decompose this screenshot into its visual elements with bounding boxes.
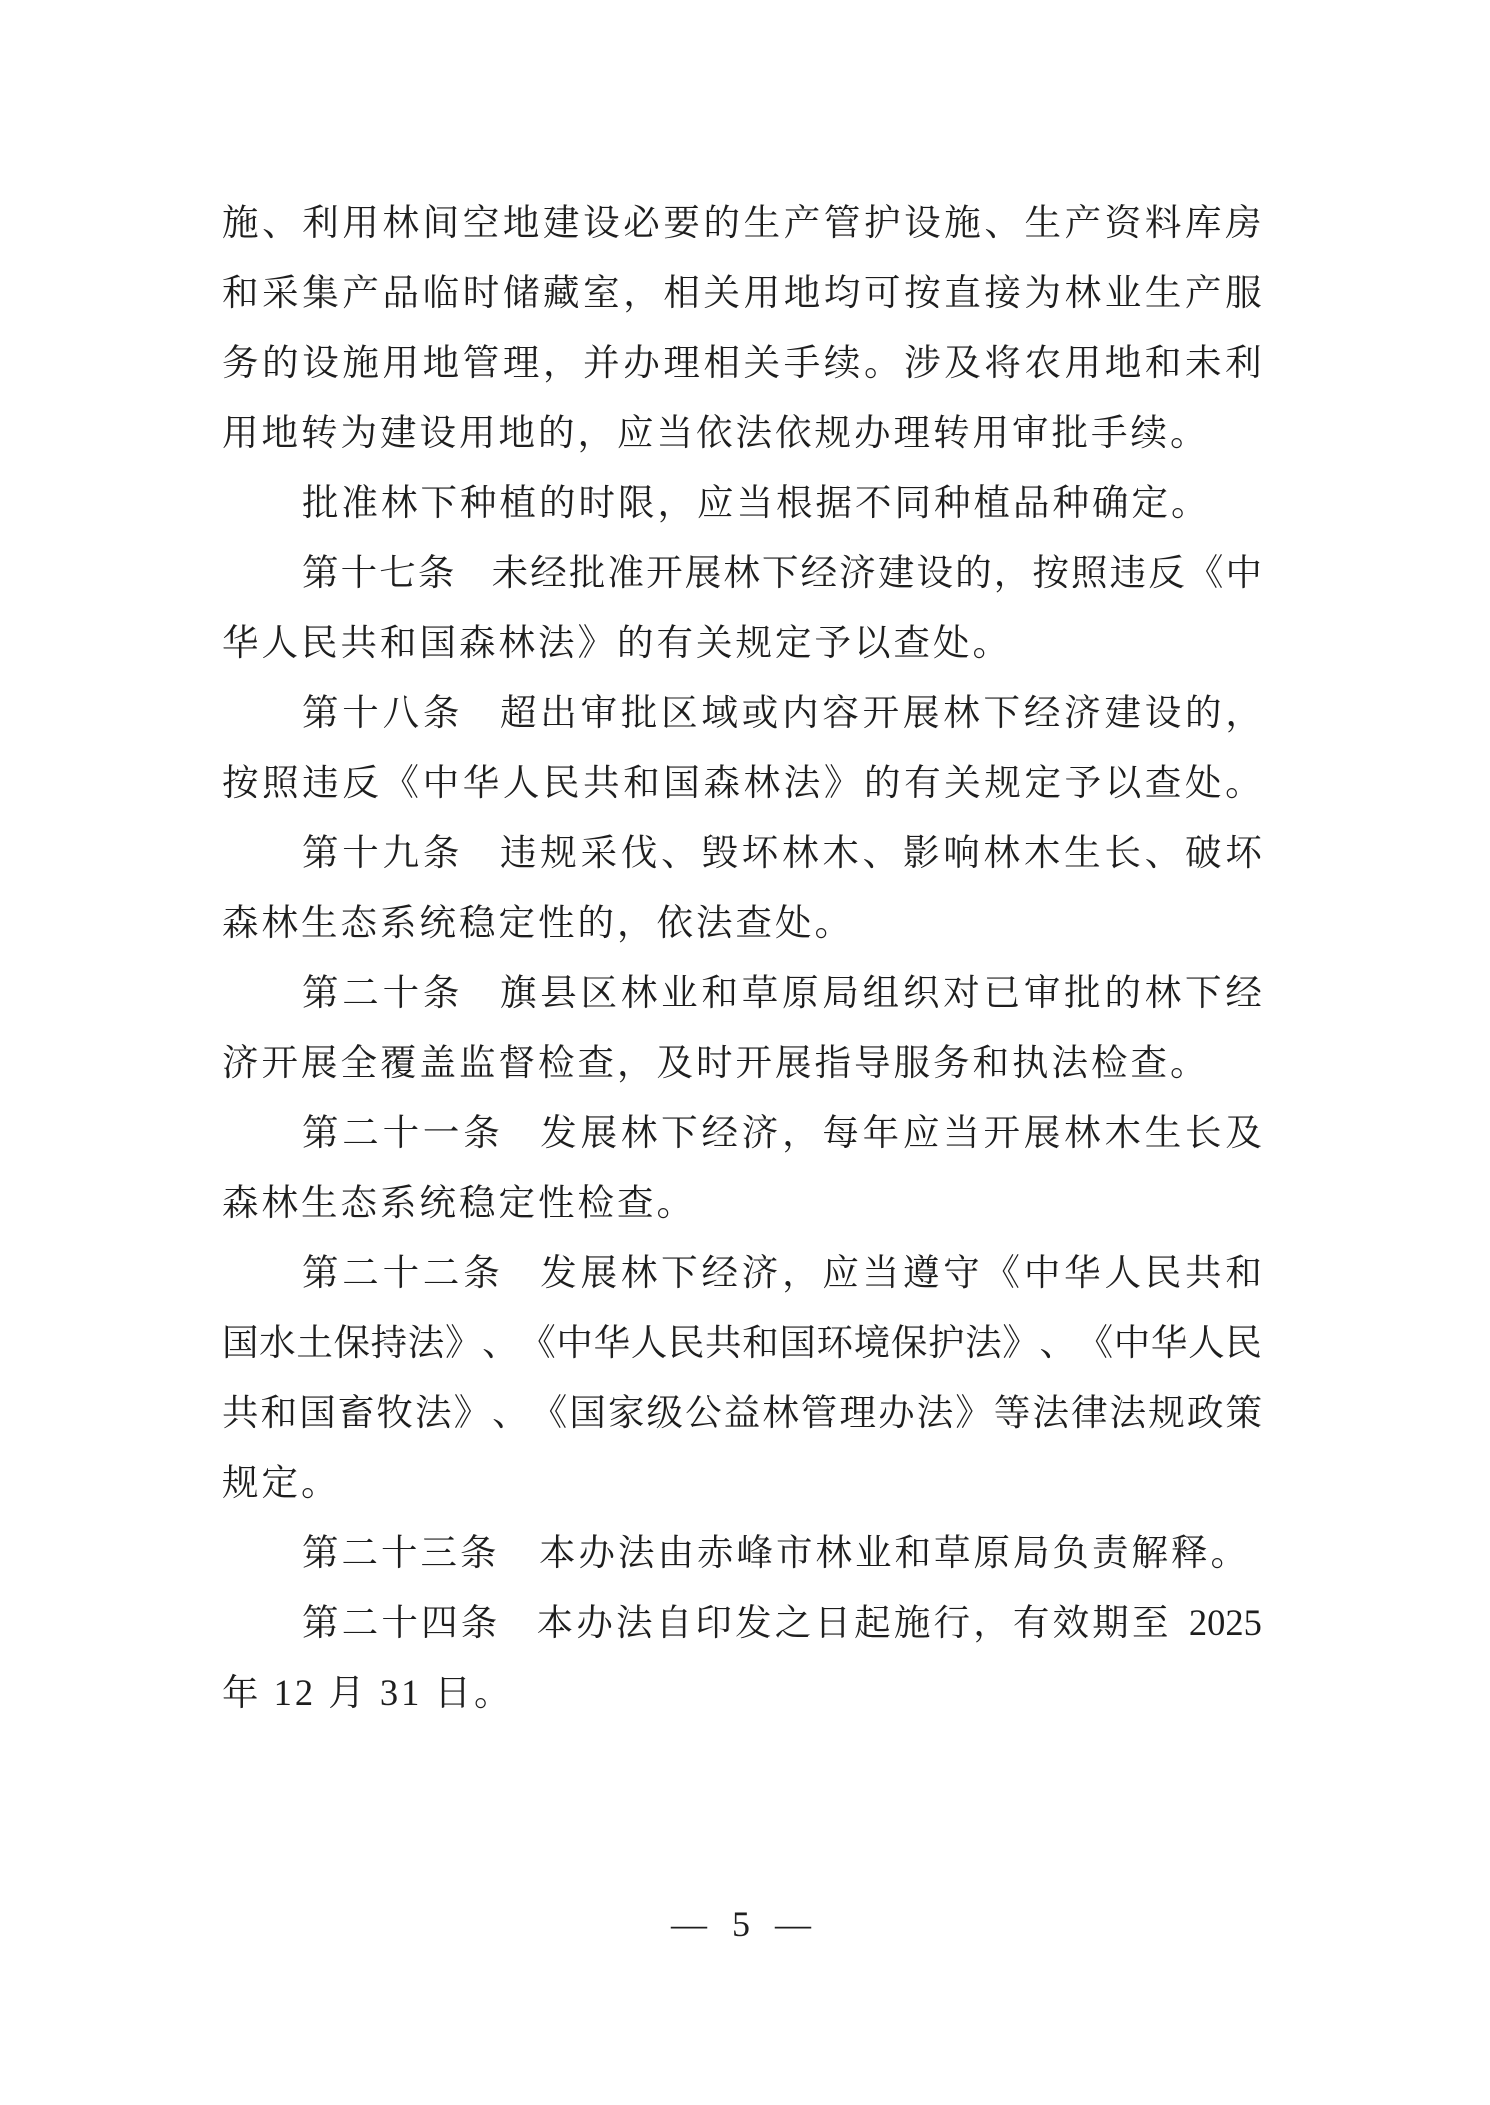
text-line: 共 和 国 畜 牧 法 》 、 《 国 家 级 公 益 林 管 理 办 法 》 等 法 律 法 规 政 策 (222, 1392, 1262, 1433)
page-number: — 5 — (671, 1904, 819, 1944)
text-line: 按 照 违 反 《 中 华 人 民 共 和 国 森 林 法 》 的 有 关 规 定 予 以 查 处 。 (222, 762, 1262, 803)
text-line: 济开展全覆盖监督检查，及时开展指导服务和执法检查。 (222, 1042, 1210, 1083)
text-line: 施 、 利 用 林 间 空 地 建 设 必 要 的 生 产 管 护 设 施 、 生 产 资 料 库 房 (222, 202, 1262, 243)
text-line: 用地转为建设用地的，应当依法依规办理转用审批手续。 (222, 412, 1210, 453)
text-line: 第 二 十 二 条 发 展 林 下 经 济 ， 应 当 遵 守 《 中 华 人 民 共 和 (302, 1252, 1262, 1293)
text-line: 第 十 九 条 违 规 采 伐 、 毁 坏 林 木 、 影 响 林 木 生 长 、 破 坏 (302, 832, 1262, 873)
text-line: 批准林下种植的时限，应当根据不同种植品种确定。 (302, 482, 1211, 523)
text-line: 森林生态系统稳定性的，依法查处。 (222, 902, 854, 943)
document-body (222, 188, 1262, 1728)
text-line: 森林生态系统稳定性检查。 (222, 1182, 696, 1223)
text-line: 第 二 十 一 条 发 展 林 下 经 济 ， 每 年 应 当 开 展 林 木 生 长 及 (302, 1112, 1262, 1153)
text-line: 第 二 十 条 旗 县 区 林 业 和 草 原 局 组 织 对 已 审 批 的 林 下 经 (302, 972, 1262, 1013)
text-line: 国 水 土 保 持 法 》 、 《 中 华 人 民 共 和 国 环 境 保 护 法 》 、 《 中 华 人 民 (222, 1322, 1262, 1363)
text-line: 华人民共和国森林法》的有关规定予以查处。 (222, 622, 1012, 663)
text-line: 第 二 十 四 条 本 办 法 自 印 发 之 日 起 施 行 ， 有 效 期 至 2025 (302, 1602, 1262, 1643)
text-line: 年 12 月 31 日。 (222, 1672, 514, 1713)
text-line: 第二十三条 本办法由赤峰市林业和草原局负责解释。 (302, 1532, 1250, 1573)
text-line: 规定。 (222, 1462, 341, 1503)
text-line: 务 的 设 施 用 地 管 理 ， 并 办 理 相 关 手 续 。 涉 及 将 农 用 地 和 未 利 (222, 342, 1262, 383)
text-line: 和 采 集 产 品 临 时 储 藏 室 ， 相 关 用 地 均 可 按 直 接 为 林 业 生 产 服 (222, 272, 1262, 313)
text-line: 第 十 八 条 超 出 审 批 区 域 或 内 容 开 展 林 下 经 济 建 设 的 ， (302, 692, 1262, 733)
text-line: 第 十 七 条 未 经 批 准 开 展 林 下 经 济 建 设 的 ， 按 照 违 反 《 中 (302, 552, 1262, 593)
